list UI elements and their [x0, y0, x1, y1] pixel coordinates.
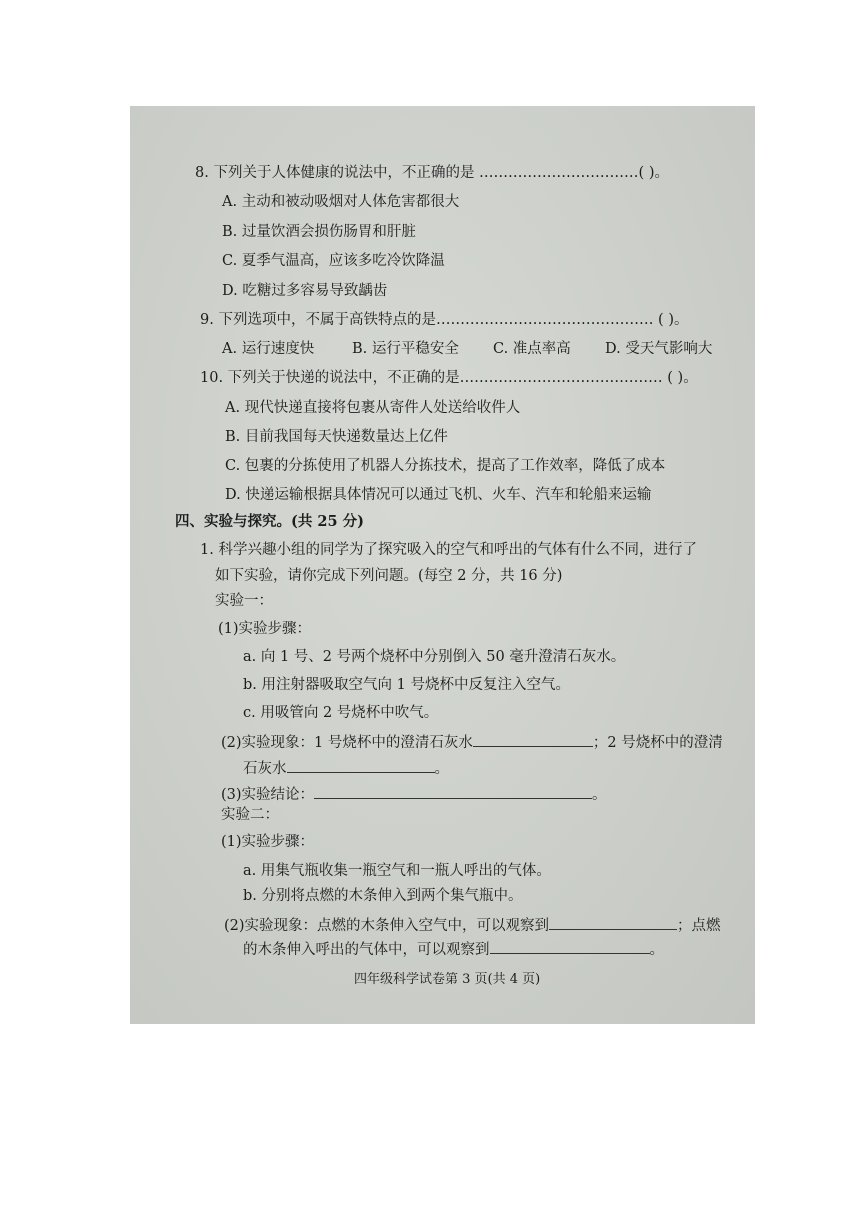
experiment-2-phenomenon-text-c: 的木条伸入呼出的气体中，可以观察到: [243, 942, 490, 958]
question-9-stem: 9. 下列选项中，不属于高铁特点的是……………………………………… ( )。: [200, 312, 689, 328]
question-9-option-a: A. 运行速度快: [222, 341, 315, 357]
question-8-option-a: A. 主动和被动吸烟对人体危害都很大: [222, 194, 460, 210]
experiment-2-phenomenon-text-a: (2)实验现象：点燃的木条伸入空气中，可以观察到: [224, 918, 550, 934]
experiment-2-steps-title: (1)实验步骤：: [221, 834, 315, 850]
question-10-option-b: B. 目前我国每天快递数量达上亿件: [225, 429, 448, 445]
question-8-stem: 8. 下列关于人体健康的说法中，不正确的是 ……………………………( )。: [195, 165, 669, 181]
question-10-stem: 10. 下列关于快递的说法中，不正确的是…………………………………… ( )。: [200, 370, 698, 386]
experiment-1-phenomenon-line-1: [221, 731, 723, 753]
experiment-1-phenomenon-text-b: ；2 号烧杯中的澄清: [592, 735, 723, 751]
experiment-question-line-1: 1. 科学兴趣小组的同学为了探究吸入的空气和呼出的气体有什么不同，进行了: [200, 542, 697, 558]
experiment-2-step-b: b. 分别将点燃的木条伸入到两个集气瓶中。: [243, 888, 523, 904]
question-8-option-b: B. 过量饮酒会损伤肠胃和肝脏: [222, 224, 416, 240]
answer-blank-2[interactable]: [287, 757, 435, 773]
answer-blank-3[interactable]: [314, 783, 592, 799]
answer-blank-1[interactable]: [473, 731, 593, 747]
experiment-1-phenomenon-line-2: [243, 757, 449, 779]
experiment-2-phenomenon-end: 。: [649, 942, 664, 958]
question-9-option-b: B. 运行平稳安全: [352, 341, 459, 357]
question-10-option-a: A. 现代快递直接将包裹从寄件人处送给收件人: [225, 400, 521, 416]
question-9-option-c: C. 准点率高: [493, 341, 571, 357]
answer-blank-4[interactable]: [549, 914, 677, 930]
experiment-1-step-c: c. 用吸管向 2 号烧杯中吹气。: [243, 705, 439, 721]
question-8-option-d: D. 吃糖过多容易导致龋齿: [222, 283, 388, 299]
question-10-option-c: C. 包裹的分拣使用了机器人分拣技术，提高了工作效率，降低了成本: [225, 458, 666, 474]
experiment-1-steps-title: (1)实验步骤：: [218, 621, 312, 637]
experiment-2-phenomenon-line-1: [224, 914, 721, 936]
experiment-2-phenomenon-line-2: [243, 938, 664, 960]
experiment-1-step-a: a. 向 1 号、2 号两个烧杯中分别倒入 50 毫升澄清石灰水。: [243, 649, 626, 665]
experiment-1-title: 实验一：: [215, 593, 273, 609]
experiment-1-conclusion-line: [221, 783, 607, 805]
question-10-option-d: D. 快递运输根据具体情况可以通过飞机、火车、汽车和轮船来运输: [225, 487, 652, 503]
experiment-1-conclusion-label: (3)实验结论：: [221, 787, 315, 803]
question-8-option-c: C. 夏季气温高，应该多吃冷饮降温: [222, 253, 445, 269]
experiment-1-phenomenon-end: 。: [434, 761, 449, 777]
experiment-1-conclusion-end: 。: [592, 787, 607, 803]
experiment-1-phenomenon-text-c: 石灰水: [243, 761, 287, 777]
page-footer: 四年级科学试卷第 3 页(共 4 页): [354, 972, 541, 987]
experiment-1-step-b: b. 用注射器吸取空气向 1 号烧杯中反复注入空气。: [243, 677, 570, 693]
answer-blank-5[interactable]: [490, 938, 650, 954]
experiment-2-phenomenon-text-b: ；点燃: [677, 918, 721, 934]
experiment-question-line-2: 如下实验，请你完成下列问题。(每空 2 分，共 16 分): [215, 568, 563, 584]
section-4-heading: 四、实验与探究。(共 25 分): [175, 513, 364, 530]
experiment-1-phenomenon-text-a: (2)实验现象：1 号烧杯中的澄清石灰水: [221, 735, 473, 751]
question-9-option-d: D. 受天气影响大: [605, 341, 713, 357]
experiment-2-step-a: a. 用集气瓶收集一瓶空气和一瓶人呼出的气体。: [243, 863, 551, 879]
experiment-2-title: 实验二：: [221, 807, 279, 823]
